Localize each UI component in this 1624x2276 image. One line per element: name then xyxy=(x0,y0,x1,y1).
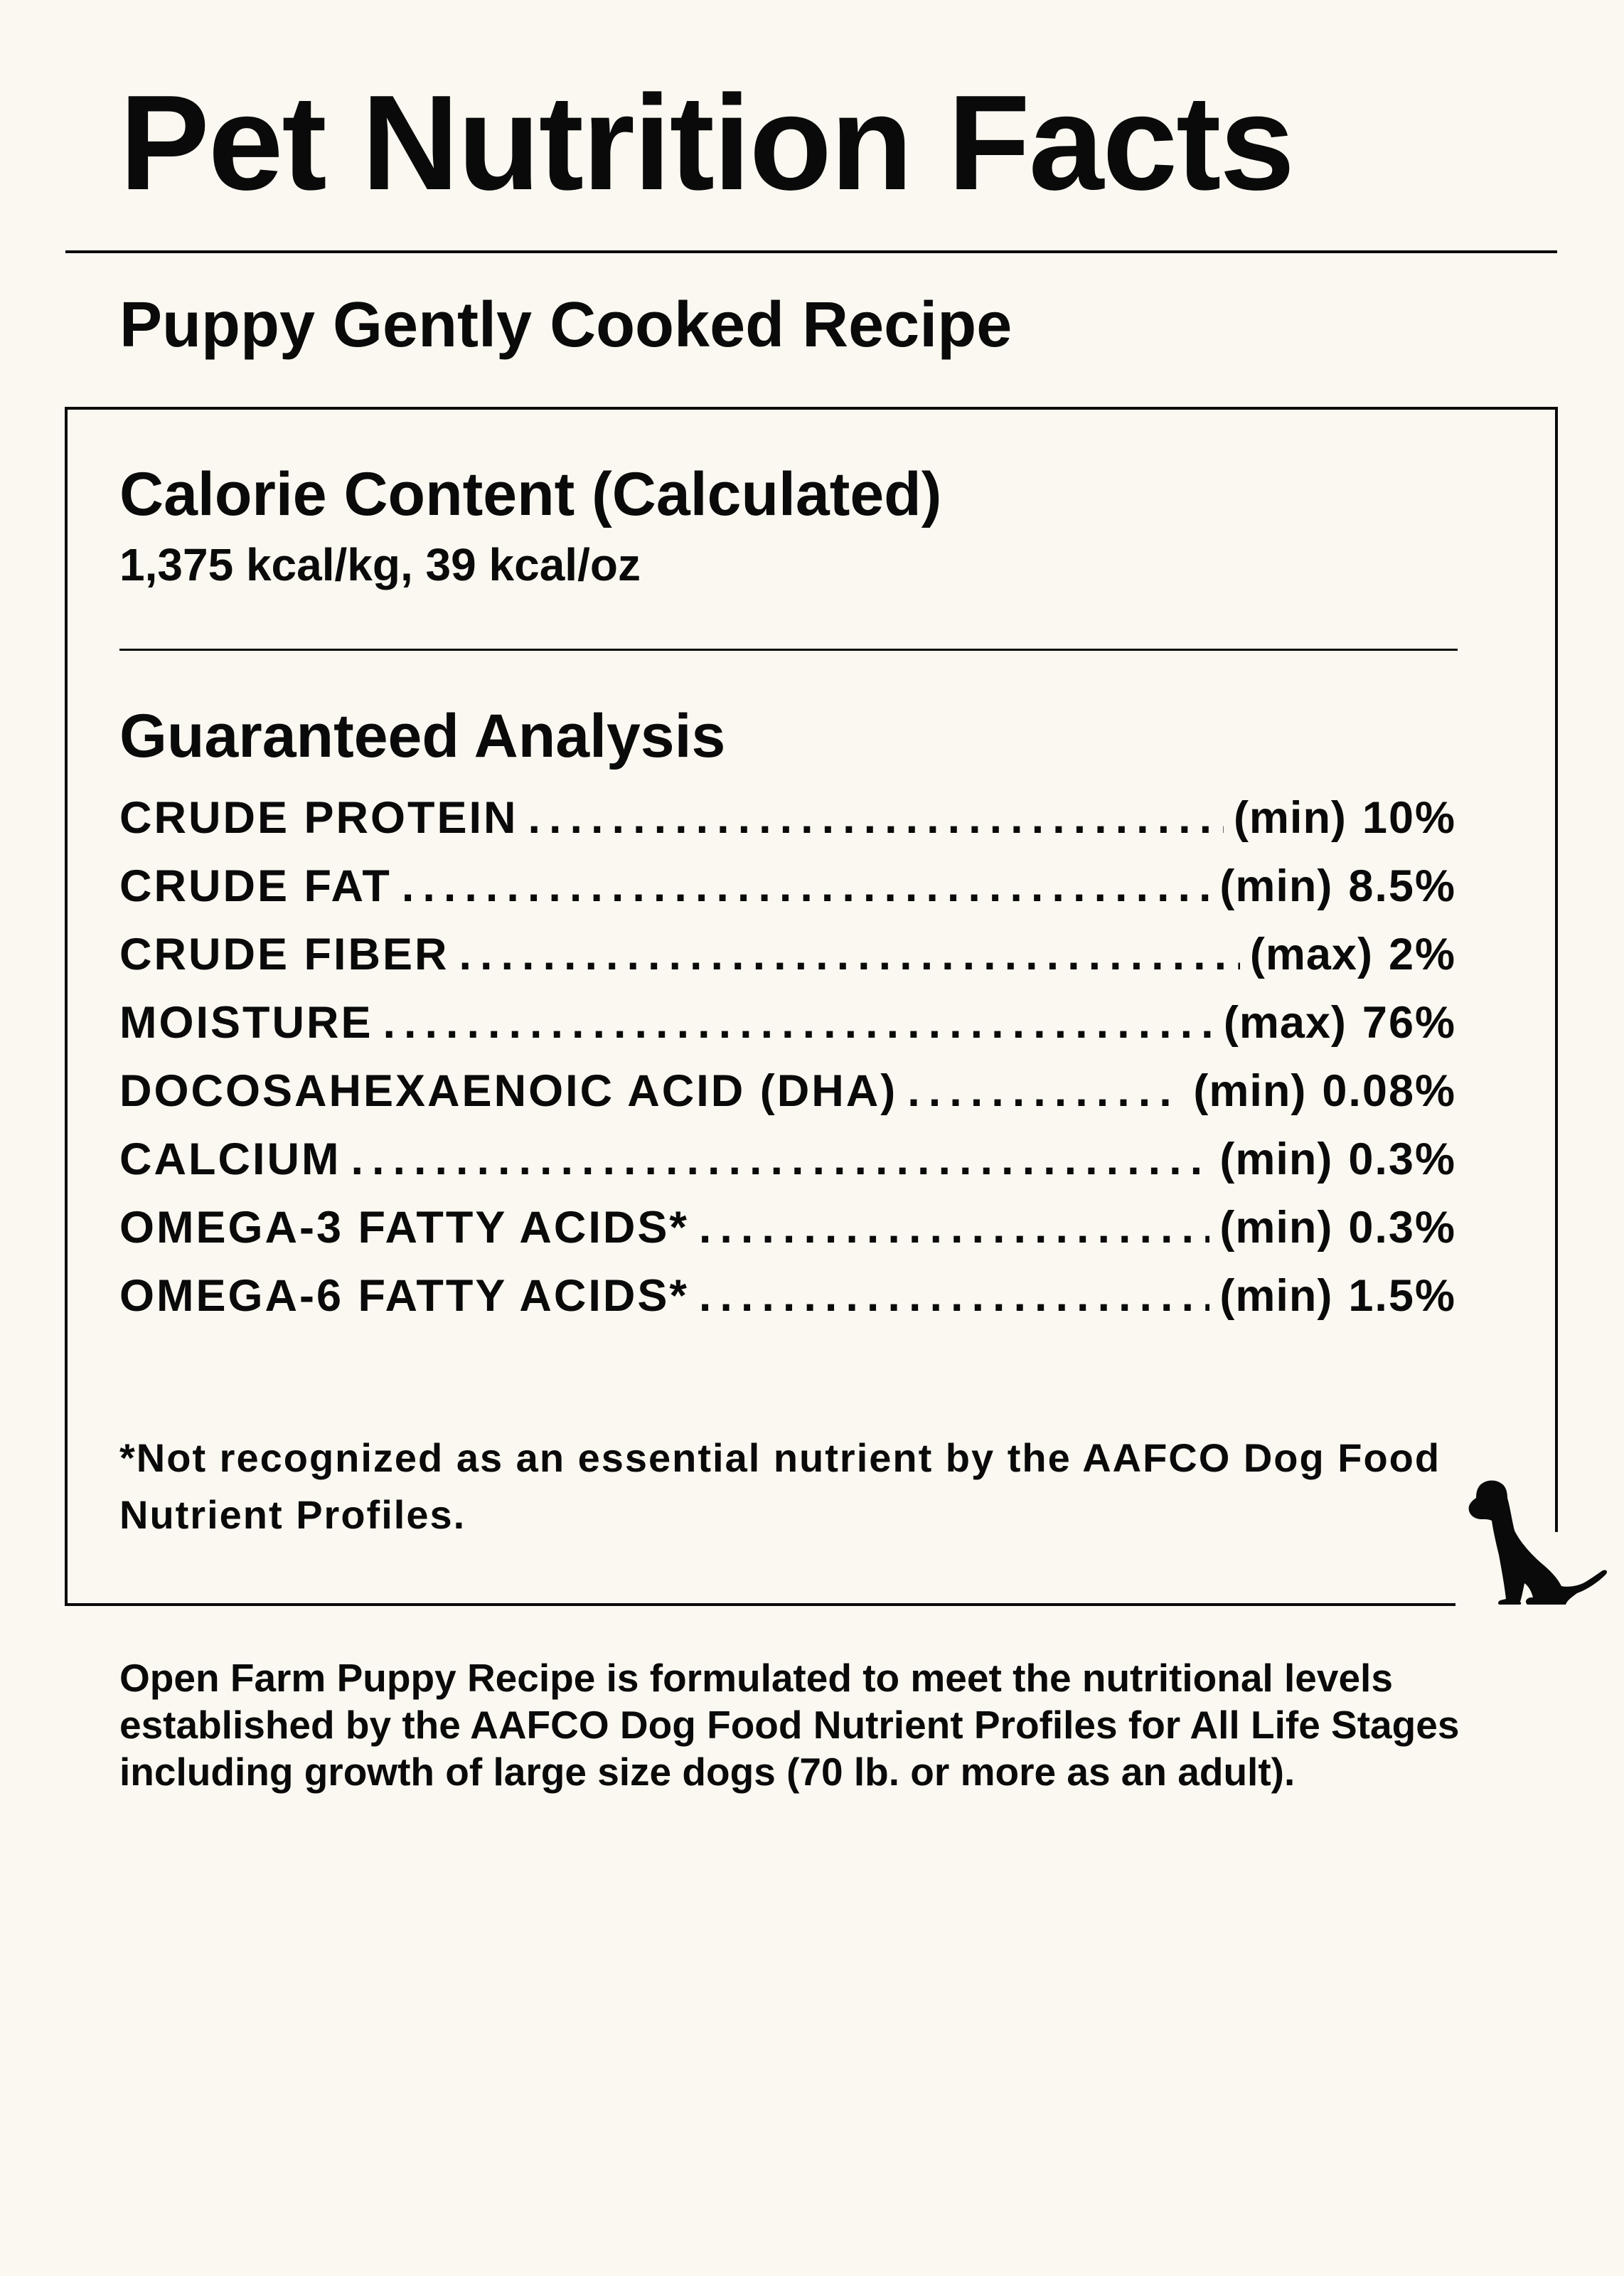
recipe-name: Puppy Gently Cooked Recipe xyxy=(119,289,1013,361)
calorie-content-heading: Calorie Content (Calculated) xyxy=(119,460,942,528)
dot-leader xyxy=(383,997,1214,1048)
nutrient-qualifier: (min) xyxy=(1219,1134,1333,1184)
nutrient-qualifier: (min) xyxy=(1219,1271,1333,1321)
analysis-row-crude-fiber xyxy=(119,929,1456,997)
guaranteed-analysis-list xyxy=(119,792,1456,1339)
nutrient-amount: 0.3% xyxy=(1348,1203,1456,1253)
nutrient-qualifier: (min) xyxy=(1219,1203,1333,1253)
analysis-row-crude-fat xyxy=(119,861,1456,929)
nutrient-name: CALCIUM xyxy=(119,1134,341,1184)
nutrient-amount: 0.3% xyxy=(1348,1134,1456,1184)
dot-leader xyxy=(907,1065,1183,1117)
nutrient-name: OMEGA-6 FATTY ACIDS* xyxy=(119,1271,689,1321)
analysis-row-moisture xyxy=(119,997,1456,1065)
dot-leader xyxy=(528,792,1224,844)
title-divider xyxy=(65,250,1557,253)
nutrient-amount: 1.5% xyxy=(1348,1271,1456,1321)
nutrient-name: MOISTURE xyxy=(119,998,373,1048)
nutrient-qualifier: (max) xyxy=(1223,998,1347,1048)
analysis-footnote: *Not recognized as an essential nutrient by the AAFCO Dog Food Nutrient Profiles. xyxy=(119,1435,1441,1537)
nutrient-name: CRUDE FAT xyxy=(119,861,392,911)
nutrient-qualifier: (max) xyxy=(1249,930,1373,979)
nutrient-amount: 8.5% xyxy=(1348,861,1456,911)
guaranteed-analysis-heading: Guaranteed Analysis xyxy=(119,702,726,770)
nutrient-name: CRUDE FIBER xyxy=(119,930,449,979)
section-divider xyxy=(119,649,1458,651)
dot-leader xyxy=(351,1134,1209,1185)
formulation-statement: Open Farm Puppy Recipe is formulated to meet the nutritional levels established by the AAFCO Dog Food Nutrient Profiles for All Life Stages including growth of large size dogs (70 lb. or more as an adult). xyxy=(119,1656,1460,1794)
dot-leader xyxy=(459,929,1240,980)
analysis-row-omega-6 xyxy=(119,1270,1456,1339)
nutrient-qualifier: (min) xyxy=(1233,793,1347,843)
dot-leader xyxy=(699,1202,1210,1253)
nutrition-panel-bottom-border xyxy=(65,1603,1455,1606)
nutrient-amount: 10% xyxy=(1362,793,1456,843)
sitting-dog-icon xyxy=(1468,1479,1610,1606)
nutrition-panel-right-border xyxy=(1555,407,1558,1532)
calorie-content-value: 1,375 kcal/kg, 39 kcal/oz xyxy=(119,539,641,590)
page-title: Pet Nutrition Facts xyxy=(119,68,1294,218)
dot-leader xyxy=(699,1270,1210,1322)
nutrient-qualifier: (min) xyxy=(1193,1066,1307,1116)
analysis-row-crude-protein xyxy=(119,792,1456,861)
nutrient-name: DOCOSAHEXAENOIC ACID (DHA) xyxy=(119,1066,898,1116)
dot-leader xyxy=(402,861,1210,912)
analysis-row-omega-3 xyxy=(119,1202,1456,1270)
nutrient-amount: 76% xyxy=(1362,998,1456,1048)
nutrient-name: CRUDE PROTEIN xyxy=(119,793,518,843)
nutrient-name: OMEGA-3 FATTY ACIDS* xyxy=(119,1203,689,1253)
nutrient-amount: 0.08% xyxy=(1322,1066,1456,1116)
nutrient-qualifier: (min) xyxy=(1219,861,1333,911)
analysis-row-calcium xyxy=(119,1134,1456,1202)
nutrient-amount: 2% xyxy=(1388,930,1456,979)
analysis-row-dha xyxy=(119,1065,1456,1134)
